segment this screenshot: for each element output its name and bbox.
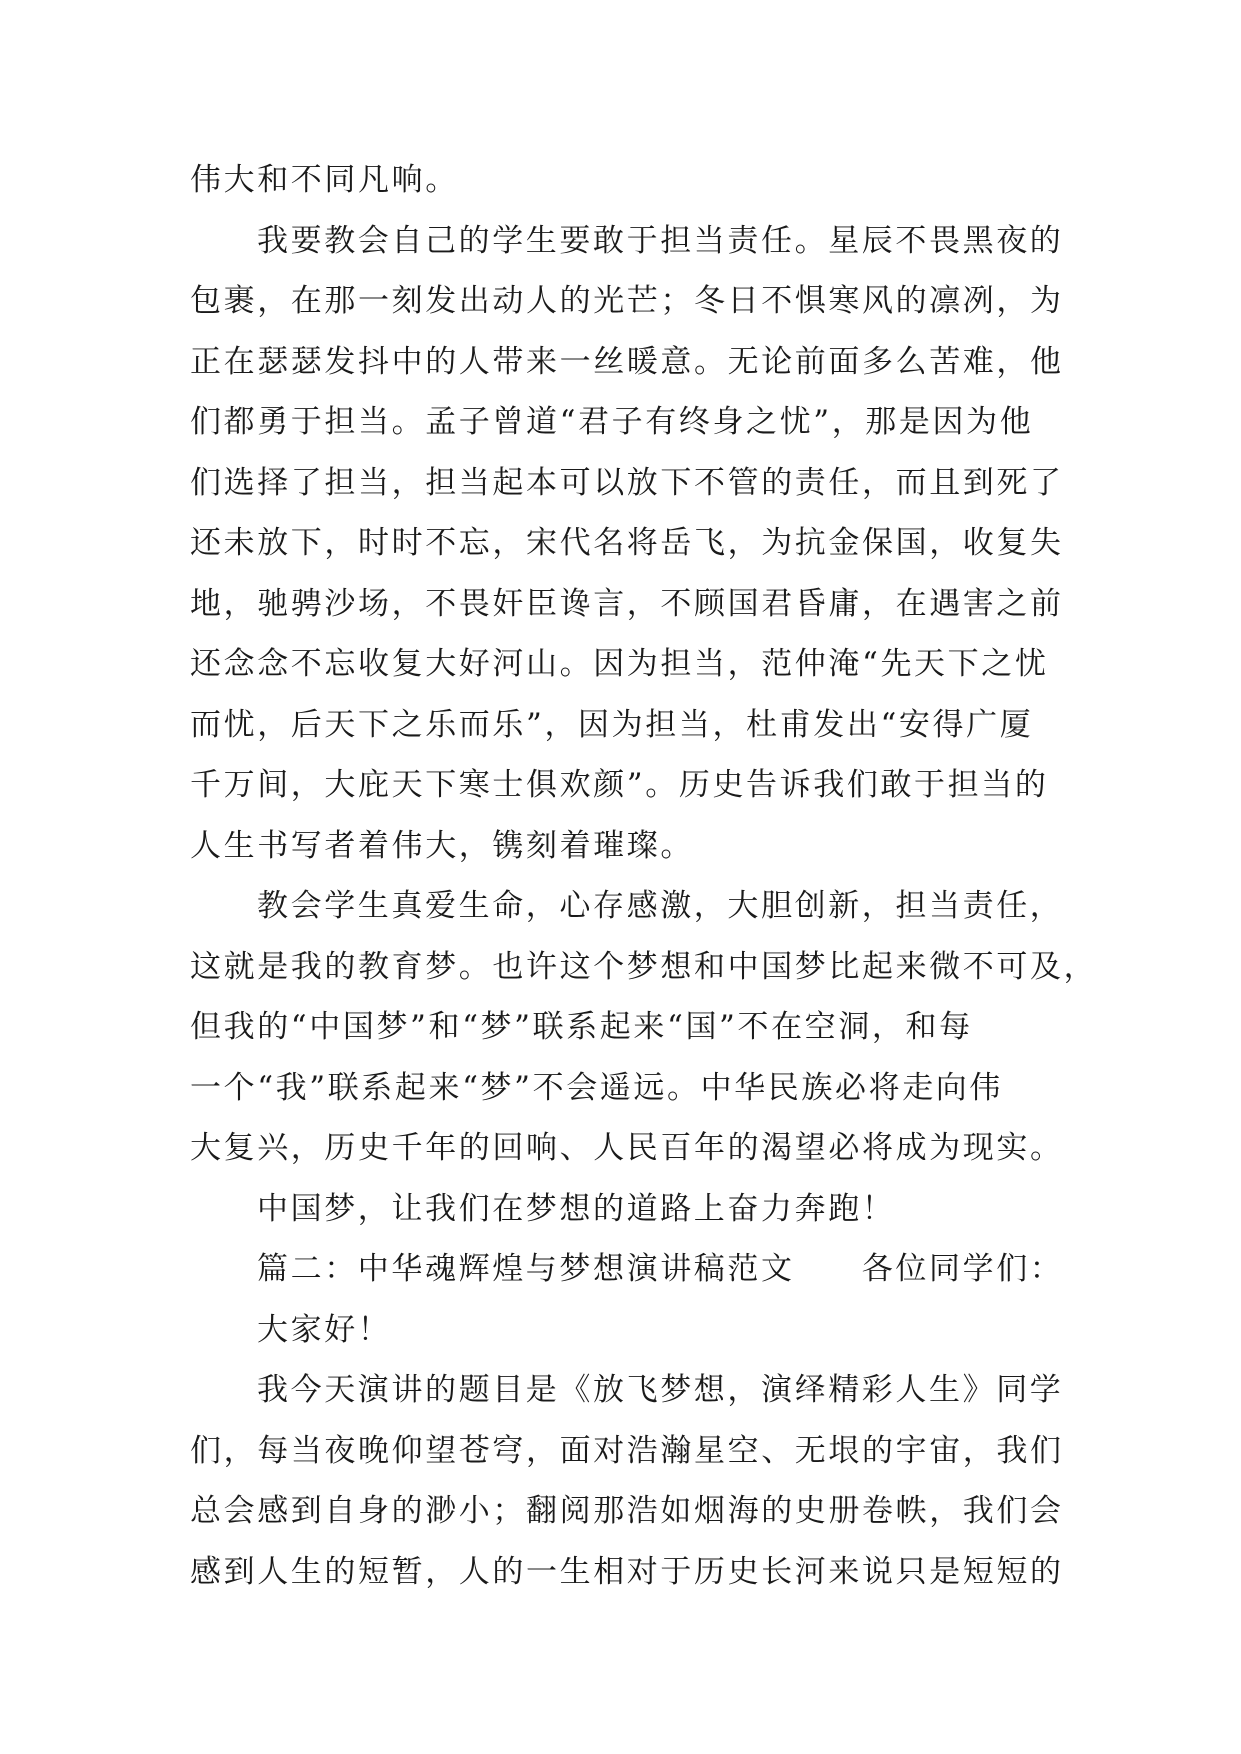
text-line: 大家好！: [257, 1311, 392, 1348]
text-line: 大复兴，历史千年的回响、人民百年的渴望必将成为现实。: [190, 1130, 1064, 1166]
text-line: 而忧，后天下之乐而乐”，因为担当，杜甫发出“安得广厦: [190, 706, 1034, 743]
text-line: 还未放下，时时不忘，宋代名将岳飞，为抗金保国，收复失: [190, 525, 1064, 561]
text-line: 教会学生真爱生命，心存感激，大胆创新，担当责任，: [257, 888, 1064, 924]
text-line: 但我的“中国梦”和“梦”联系起来“国”不在空洞，和每: [190, 1009, 973, 1045]
text-line: 人生书写者着伟大，镌刻着璀璨。: [190, 827, 694, 864]
text-line: 这就是我的教育梦。也许这个梦想和中国梦比起来微不可及，: [190, 948, 1098, 985]
text-line: 伟大和不同凡响。: [190, 162, 459, 198]
text-line: 地，驰骋沙场，不畏奸臣谗言，不顾国君昏庸，在遇害之前: [190, 585, 1064, 622]
text-line: 总会感到自身的渺小；翻阅那浩如烟海的史册卷帙，我们会: [190, 1493, 1064, 1529]
text-line: 一个“我”联系起来“梦”不会遥远。中华民族必将走向伟: [190, 1069, 1003, 1106]
text-line: 还念念不忘收复大好河山。因为担当，范仲淹“先天下之忧: [190, 646, 1049, 682]
text-line: 包裹，在那一刻发出动人的光芒；冬日不惧寒风的凛冽，为: [190, 283, 1064, 319]
text-line: 感到人生的短暂，人的一生相对于历史长河来说只是短短的: [190, 1553, 1064, 1590]
text-line: 我要教会自己的学生要敢于担当责任。星辰不畏黑夜的: [257, 222, 1064, 259]
text-line: 们都勇于担当。孟子曾道“君子有终身之忧”，那是因为他: [190, 404, 1034, 440]
text-line: 千万间，大庇天下寒士俱欢颜”。历史告诉我们敢于担当的: [190, 767, 1049, 803]
text-line: 们，每当夜晚仰望苍穹，面对浩瀚星空、无垠的宇宙，我们: [190, 1432, 1064, 1469]
text-line: 正在瑟瑟发抖中的人带来一丝暖意。无论前面多么苦难，他: [190, 343, 1064, 380]
text-line: 们选择了担当，担当起本可以放下不管的责任，而且到死了: [190, 464, 1064, 501]
text-line: 我今天演讲的题目是《放飞梦想，演绎精彩人生》同学: [257, 1372, 1064, 1408]
text-line: 中国梦，让我们在梦想的道路上奋力奔跑！: [257, 1190, 896, 1227]
text-line: 篇二：中华魂辉煌与梦想演讲稿范文 各位同学们：: [257, 1251, 1064, 1287]
body-text: [190, 150, 1098, 1602]
